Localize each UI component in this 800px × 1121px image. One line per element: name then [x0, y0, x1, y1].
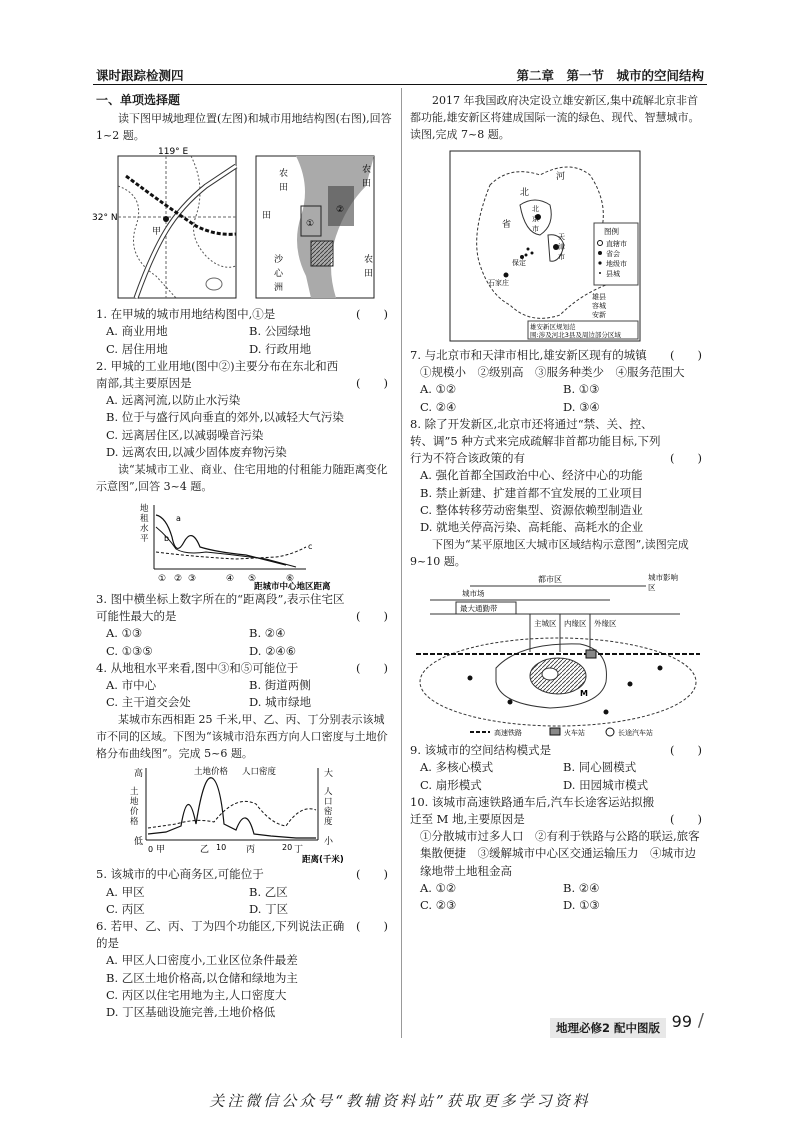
x-unit-label: 距离(千米)	[302, 855, 344, 866]
axis-low: 低	[134, 837, 144, 848]
axis-large: 大	[324, 769, 334, 780]
map-place-label: 北	[520, 188, 530, 198]
q1-options	[106, 323, 392, 357]
zone-label: 外缘区	[594, 619, 617, 629]
question-6	[96, 918, 392, 952]
q5-option[interactable]: D. 丁区	[249, 901, 289, 916]
q8-option[interactable]: A. 强化首都全国政治中心、经济中心的功能	[420, 468, 643, 483]
q9-option[interactable]: D. 田园城市模式	[563, 777, 649, 792]
q8-options	[420, 467, 706, 536]
hatched-block	[311, 241, 333, 266]
column-divider	[401, 88, 402, 1038]
map-place-label: 京	[532, 215, 539, 223]
distance-tick: ⑤	[248, 574, 257, 585]
map-place-label: 河	[556, 172, 566, 182]
q2-option[interactable]: A. 远离河流,以防止水污染	[106, 393, 241, 408]
longitude-label: 119° E	[158, 147, 189, 158]
question-2	[96, 358, 392, 392]
q6-options	[106, 952, 392, 1021]
density-axis-label: 度	[324, 817, 333, 828]
map-caption: 围:涉及河北3县及周边部分区域	[530, 331, 621, 339]
page-slash: /	[697, 1010, 704, 1031]
q4-stem: 4. 从地租水平来看,图中③和⑤可能位于	[96, 660, 299, 675]
county-point	[531, 252, 534, 255]
right-column	[410, 92, 706, 914]
q6-option[interactable]: B. 乙区土地价格高,以仓储和绿地为主	[106, 970, 298, 985]
district-label: 丙	[246, 845, 256, 856]
q2-option[interactable]: B. 位于与盛行风向垂直的郊外,以减轻大气污染	[106, 410, 344, 425]
q5-stem: 5. 该城市的中心商务区,可能位于	[96, 867, 264, 882]
footer-book: 地理必修2 配中图版	[550, 1018, 666, 1038]
question-3	[96, 591, 392, 625]
county-label: 容城	[592, 302, 606, 310]
density-curve	[148, 802, 316, 829]
river-inner	[136, 166, 236, 298]
map-place-label: 市	[558, 253, 565, 261]
land-use-label: 沙	[274, 255, 284, 266]
distance-tick: 10	[216, 843, 227, 853]
q10-statements: ①分散城市过多人口 ②有利于铁路与公路的联运,旅客集散便捷 ③缓解城市中心区交通运输压力 ④城市边缘地带土地租金高	[420, 829, 700, 878]
q9-options	[420, 759, 706, 793]
q8-option[interactable]: B. 禁止新建、扩建首都不宜发展的工业项目	[420, 485, 643, 500]
county-point	[525, 254, 528, 257]
diagram-legend: 长途汽车站	[618, 729, 653, 738]
price-axis-label: 价	[130, 807, 139, 818]
land-use-label: 农	[364, 255, 374, 266]
q6-option[interactable]: C. 丙区以住宅用地为主,人口密度大	[106, 987, 287, 1002]
legend-item: 县城	[606, 270, 620, 278]
distance-tick: ②	[174, 574, 183, 585]
rent-distance-chart	[96, 497, 392, 593]
map-place-label: 石家庄	[488, 279, 509, 287]
rent-y-label: 租	[140, 514, 149, 525]
q9-stem: 9. 该城市的空间结构模式是	[410, 743, 552, 758]
distance-tick: ④	[226, 574, 235, 585]
curve-label: c	[308, 542, 313, 552]
map-place-label: 津	[558, 243, 565, 251]
map-place-label: 天	[558, 233, 565, 241]
influence-area-label: 城市影响	[648, 573, 678, 583]
q2-option[interactable]: C. 远离居住区,以减弱噪音污染	[106, 427, 264, 442]
q7-statements: ①规模小 ②级别高 ③服务种类少 ④服务范围大	[420, 365, 685, 380]
zone-label: 内缘区	[564, 619, 587, 629]
rent-y-label: 水	[140, 524, 149, 535]
q3-option[interactable]: B. ②④	[249, 626, 286, 641]
q10-option[interactable]: B. ②④	[563, 880, 600, 895]
shijiazhuang-point	[504, 273, 509, 278]
map-place-label: 保定	[512, 259, 526, 267]
q6-option[interactable]: D. 丁区基础设施完善,土地价格低	[106, 1005, 276, 1020]
question-10	[410, 794, 706, 828]
q6-answer-paren[interactable]: ( )	[356, 919, 388, 934]
q3-option[interactable]: C. ①③⑤	[106, 643, 153, 658]
land-use-label: 农	[279, 169, 289, 180]
center	[542, 668, 558, 680]
xiongan-map	[410, 145, 706, 345]
m-marker: M	[580, 689, 588, 699]
map-place-label: 北	[532, 205, 539, 213]
left-column	[92, 92, 392, 1021]
q9-option[interactable]: B. 同心圆模式	[563, 760, 637, 775]
q7-option[interactable]: A. ①②	[420, 382, 457, 397]
q1-answer-paren[interactable]: ( )	[356, 307, 388, 322]
railway	[126, 176, 236, 234]
axis-high: 高	[134, 769, 144, 780]
land-use-label: ②	[336, 205, 345, 216]
q1-stem: 1. 在甲城的城市用地结构图中,①是	[96, 307, 276, 322]
diagram-legend: 高速铁路	[494, 729, 522, 738]
intro-1: 读下图甲城地理位置(左图)和城市用地结构图(右图),回答 1~2 题。	[96, 112, 392, 143]
city-field-label: 城市场	[462, 589, 485, 599]
q4-option[interactable]: A. 市中心	[106, 678, 157, 693]
q9-answer-paren[interactable]: ( )	[670, 743, 702, 758]
map-place-label: 市	[532, 225, 539, 233]
boundary-line	[118, 186, 176, 298]
header-right: 第二章 第一节 城市的空间结构	[516, 68, 704, 83]
land-use-label: 洲	[274, 283, 284, 294]
curve-label: a	[176, 514, 181, 524]
q3-options	[106, 625, 392, 659]
influence-area-label: 区	[648, 583, 656, 593]
county-label: 安新	[592, 311, 606, 319]
commute-belt-label: 最大通勤带	[460, 604, 498, 614]
q7-option[interactable]: C. ②④	[420, 399, 457, 414]
county-point	[527, 248, 530, 251]
q8-option[interactable]: C. 整体转移劳动密集型、资源依赖型制造业	[420, 502, 643, 517]
intro-3: 某城市东西相距 25 千米,甲、乙、丙、丁分别表示该城市不同的区域。下图为“该城市沿东西方向人口密度与土地价格分布曲线图”。完成 5~6 题。	[96, 713, 388, 761]
q9-option[interactable]: A. 多核心模式	[420, 760, 494, 775]
q6-option[interactable]: A. 甲区人口密度小,工业区位条件最差	[106, 953, 298, 968]
q8-answer-paren[interactable]: ( )	[670, 450, 702, 465]
land-use-label: ①	[306, 219, 315, 230]
legend-item: 地级市	[606, 260, 627, 268]
district-label: 丁	[294, 845, 304, 856]
intro-2: 读“某城市工业、商业、住宅用地的付租能力随距离变化示意图”,回答 3~4 题。	[96, 463, 388, 494]
intro-4: 2017 年我国政府决定设立雄安新区,集中疏解北京非首都功能,雄安新区将建成国际一流的绿色、现代、智慧城市。读图,完成 7~8 题。	[410, 94, 700, 141]
q7-option[interactable]: D. ③④	[563, 399, 600, 414]
q1-option[interactable]: C. 居住用地	[106, 341, 168, 356]
map-caption: 雄安新区规划范	[530, 323, 576, 331]
legend-item: 直辖市	[606, 240, 627, 248]
q4-option[interactable]: B. 街道两侧	[249, 678, 311, 693]
q2-stem: 2. 甲城的工业用地(图中②)主要分布在东北和西南部,其主要原因是	[96, 358, 339, 391]
q3-stem: 3. 图中横坐标上数字所在的“距离段”,表示住宅区可能性最大的是	[96, 592, 345, 624]
q2-answer-paren[interactable]: ( )	[356, 375, 388, 390]
q10-stem: 10. 该城市高速铁路通车后,汽车长途客运站拟搬迁至 M 地,主要原因是	[410, 794, 655, 827]
q3-option[interactable]: A. ①③	[106, 626, 143, 641]
curve-label: b	[164, 534, 170, 544]
land-use-label: 田	[279, 183, 289, 194]
question-7	[410, 347, 706, 364]
q7-options	[420, 381, 706, 415]
price-curve	[148, 778, 316, 838]
q10-option[interactable]: C. ②③	[420, 898, 457, 913]
distance-tick: ③	[188, 574, 197, 585]
district-label: 乙	[200, 845, 210, 856]
intro-5: 下图为“某平原地区大城市区域结构示意图”,读图完成 9~10 题。	[410, 538, 689, 569]
question-1	[96, 306, 392, 323]
distance-tick: ①	[158, 574, 167, 585]
latitude-label: 32° N	[92, 213, 118, 224]
lake	[206, 278, 222, 290]
q1-option[interactable]: D. 行政用地	[249, 341, 312, 356]
q8-stem: 8. 除了开发新区,北京市还将通过“禁、关、控、转、调”5 种方式来完成疏解非首都功能目标,下列行为不符合该政策的有	[410, 416, 661, 466]
rent-y-label: 平	[140, 534, 149, 545]
q1-option[interactable]: A. 商业用地	[106, 324, 168, 339]
page-number: 99	[671, 1012, 692, 1031]
land-use-label: 田	[364, 269, 374, 280]
q10-options	[420, 880, 706, 914]
district-label: 甲	[156, 845, 166, 856]
legend-item: 省会	[606, 250, 620, 258]
q7-answer-paren[interactable]: ( )	[670, 348, 702, 362]
question-5	[96, 866, 392, 883]
land-use-label: 心	[274, 269, 284, 280]
land-use-label: 农	[362, 165, 372, 176]
q5-option[interactable]: A. 甲区	[106, 884, 145, 899]
city-structure-diagram	[410, 572, 706, 740]
distance-tick: 0	[148, 845, 154, 855]
distance-tick: ⑥	[286, 574, 295, 585]
price-axis-label: 地	[130, 797, 139, 808]
density-axis-label: 密	[324, 807, 333, 818]
q5-option[interactable]: B. 乙区	[249, 884, 288, 899]
header-left: 课时跟踪检测四	[96, 68, 184, 83]
q7-option[interactable]: B. ①③	[563, 382, 600, 397]
train-station	[586, 650, 596, 658]
q10-option[interactable]: D. ①③	[563, 898, 600, 913]
q5-answer-paren[interactable]: ( )	[356, 867, 388, 882]
question-8	[410, 416, 706, 468]
q5-options	[106, 884, 392, 918]
section-title: 一、单项选择题	[96, 93, 181, 107]
city-location-maps	[92, 146, 392, 304]
question-4	[96, 660, 392, 677]
curve-b	[156, 527, 296, 567]
bottom-note: 关注微信公众号“教辅资料站”获取更多学习资料	[209, 1092, 591, 1110]
density-price-chart	[96, 764, 392, 864]
q2-option[interactable]: D. 远离农田,以减少固体废弃物污染	[106, 444, 287, 459]
metro-area-label: 都市区	[538, 575, 562, 585]
q3-answer-paren[interactable]: ( )	[356, 609, 388, 624]
density-axis-label: 人	[324, 787, 333, 798]
q10-option[interactable]: A. ①②	[420, 880, 457, 895]
q4-options	[106, 677, 392, 711]
q10-answer-paren[interactable]: ( )	[670, 811, 702, 826]
map-place-label: 省	[502, 220, 512, 230]
rent-x-label: 距城市中心地区距离	[254, 582, 331, 593]
density-axis-label: 口	[324, 797, 333, 808]
diagram-legend: 火车站	[564, 729, 585, 738]
q2-options	[106, 392, 392, 461]
q6-stem: 6. 若甲、乙、丙、丁为四个功能区,下列说法正确的是	[96, 919, 345, 951]
county-label: 雄县	[592, 293, 606, 301]
q7-stem: 7. 与北京市和天津市相比,雄安新区现有的城镇	[410, 348, 647, 362]
density-legend: 人口密度	[242, 767, 277, 778]
city-label: 甲	[152, 227, 162, 238]
price-axis-label: 格	[130, 817, 139, 828]
q9-option[interactable]: C. 扇形模式	[420, 777, 482, 792]
river	[136, 166, 236, 298]
q4-option[interactable]: D. 城市绿地	[249, 695, 312, 710]
distance-tick: 20	[282, 843, 293, 853]
rent-y-label: 地	[140, 504, 149, 515]
header-rule	[93, 84, 707, 85]
q4-answer-paren[interactable]: ( )	[356, 660, 388, 675]
legend-title: 图例	[604, 227, 619, 236]
land-use-label: 田	[262, 211, 272, 222]
question-9	[410, 742, 706, 759]
city-point	[163, 216, 169, 222]
q1-option[interactable]: B. 公园绿地	[249, 324, 311, 339]
zone-label: 主城区	[534, 619, 557, 629]
price-legend: 土地价格	[194, 767, 229, 778]
axis-small: 小	[324, 837, 334, 848]
q8-option[interactable]: D. 就地关停高污染、高耗能、高耗水的企业	[420, 520, 644, 535]
q5-option[interactable]: C. 丙区	[106, 901, 145, 916]
land-use-label: 田	[362, 179, 372, 190]
price-axis-label: 土	[130, 787, 139, 798]
q3-option[interactable]: D. ②④⑥	[249, 643, 297, 658]
q4-option[interactable]: C. 主干道交会处	[106, 695, 191, 710]
